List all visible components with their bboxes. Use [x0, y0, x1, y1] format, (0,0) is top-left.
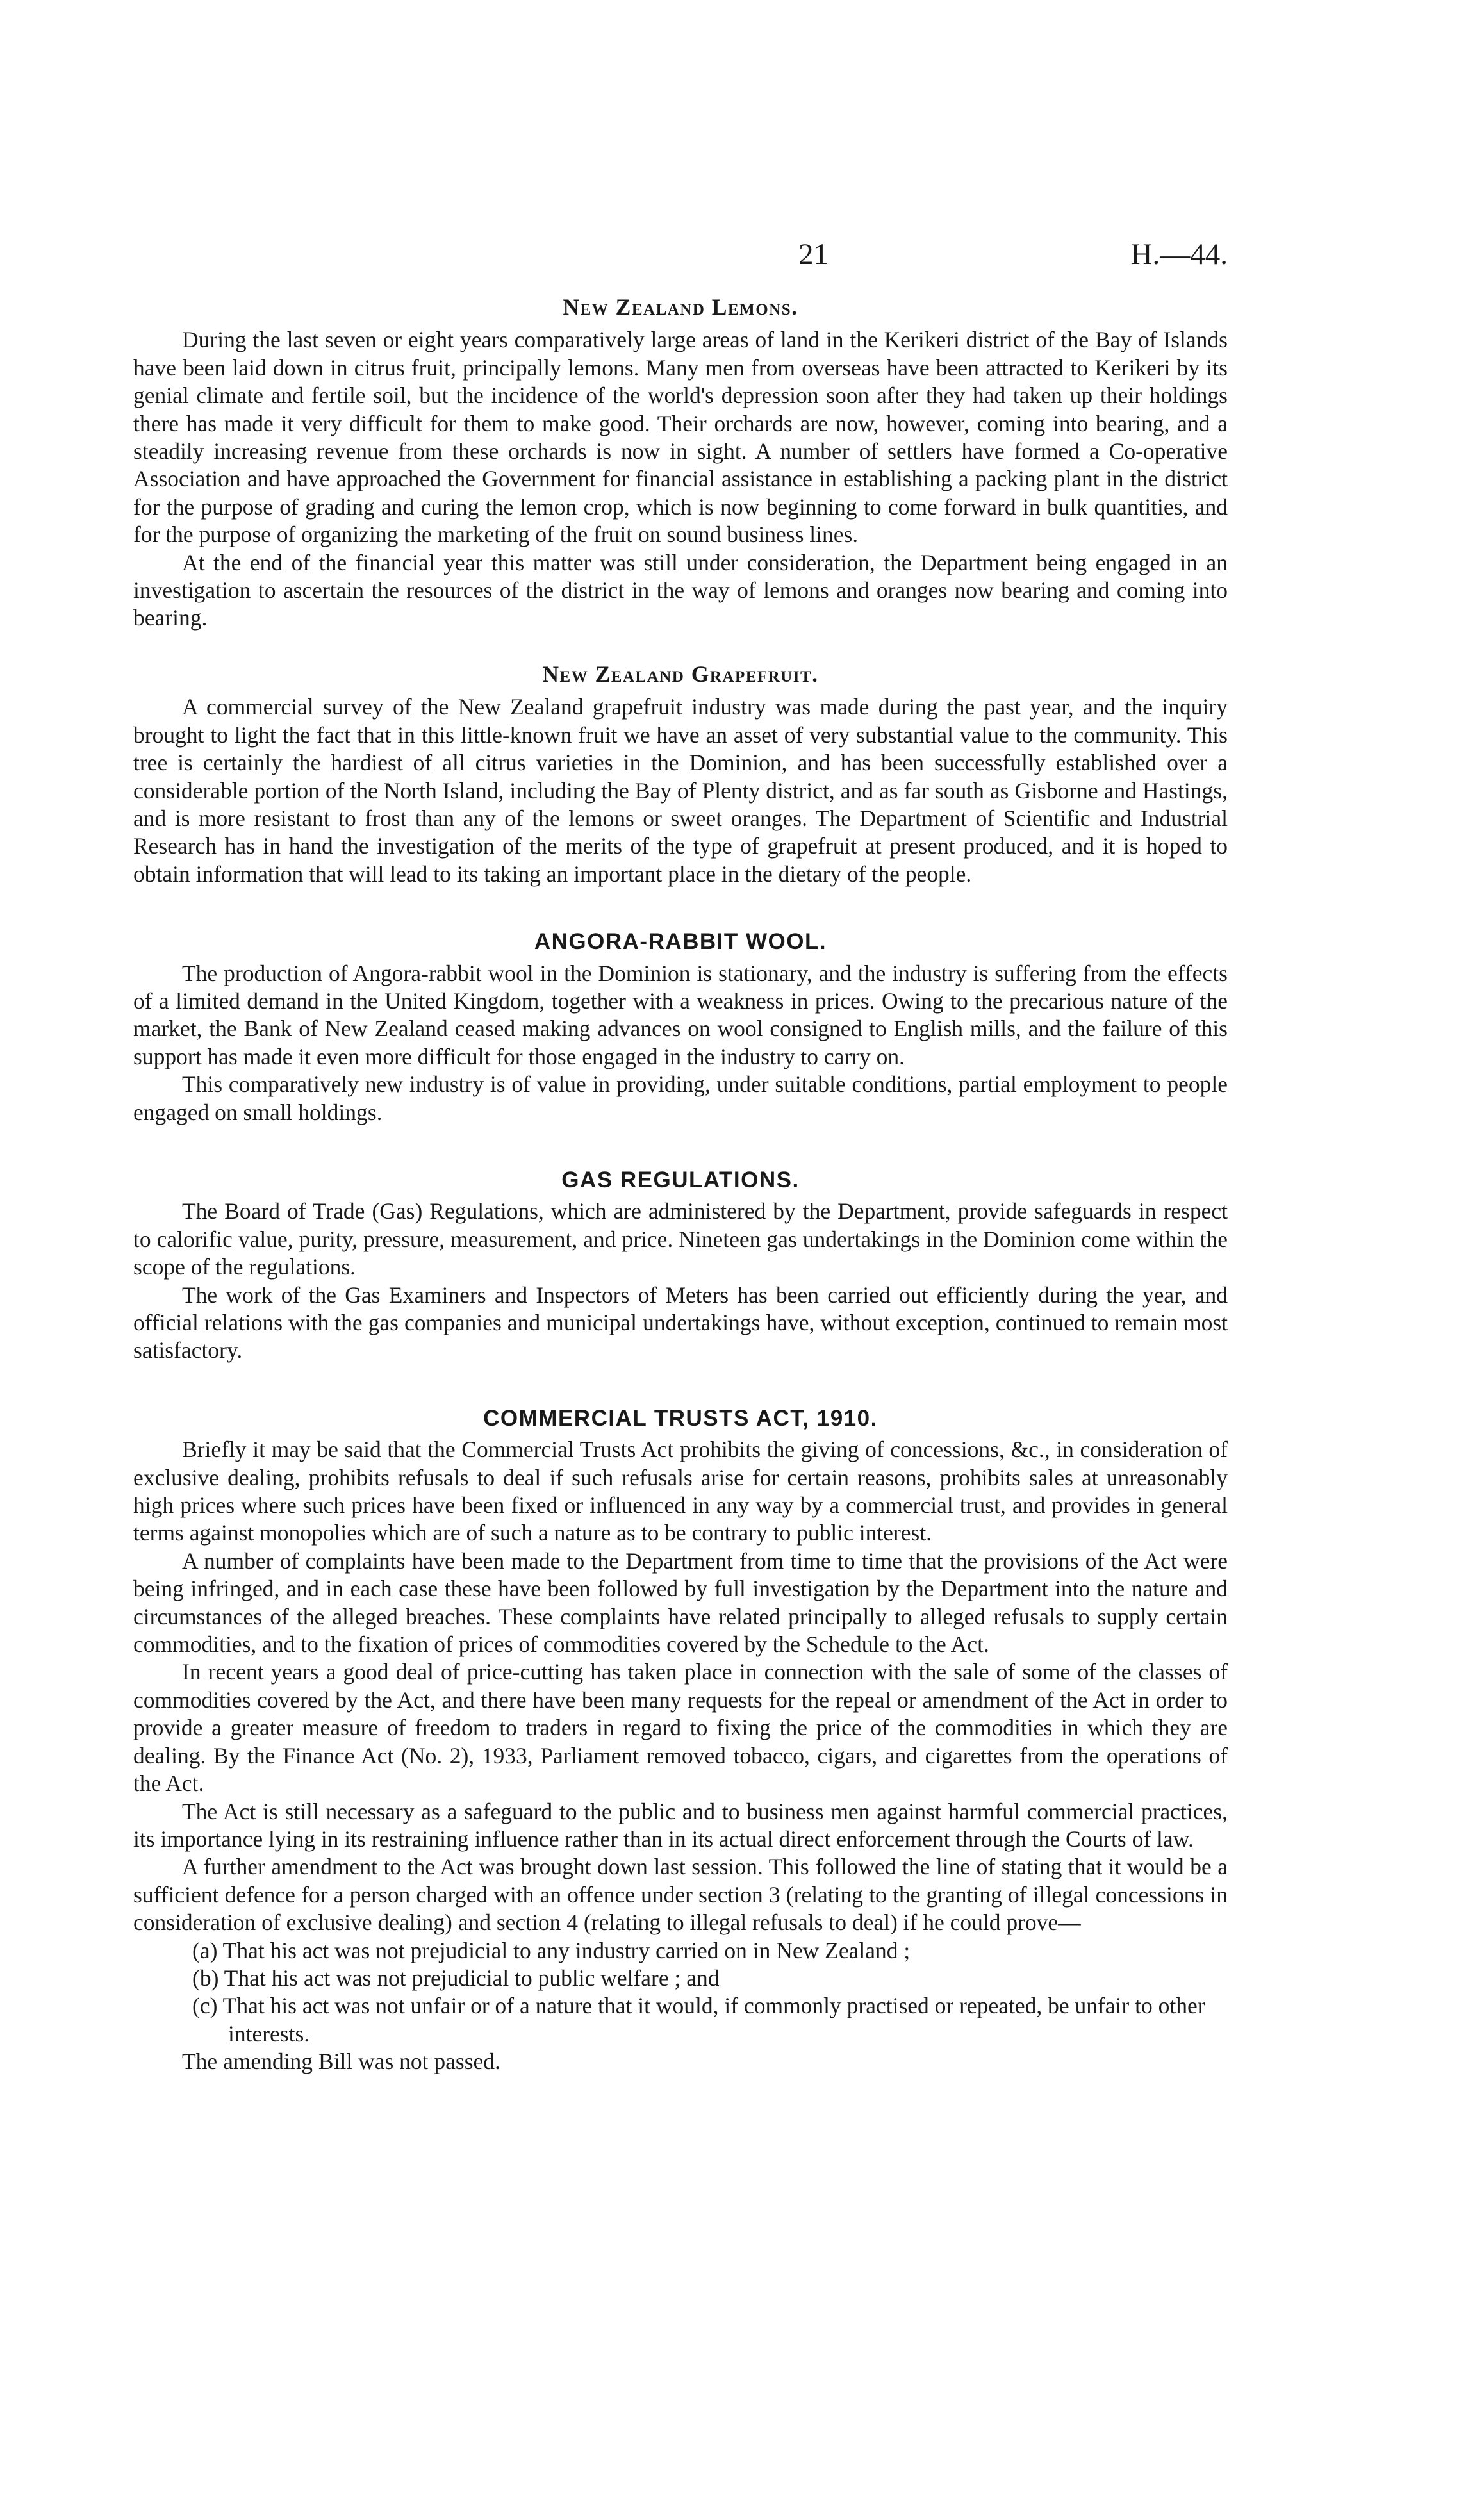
paragraph: The work of the Gas Examiners and Inspectors of Meters has been carried out efficiently during the year, and official relations with the gas companies and municipal undertakings have, without exception, continued to remain most satisfactory. — [133, 1282, 1228, 1364]
section-heading: GAS REGULATIONS. — [561, 1167, 800, 1192]
closing-line: The amending Bill was not passed. — [182, 2049, 500, 2075]
section-heading: New Zealand Lemons. — [563, 294, 798, 320]
conditions-list — [133, 1937, 1228, 2049]
document-reference: H.—44. — [1130, 238, 1228, 271]
section-commercial-trusts-act — [133, 1405, 1228, 2076]
section-grapefruit — [133, 661, 1228, 888]
list-marker: (c) — [192, 1993, 218, 2019]
list-item — [133, 1937, 1228, 1965]
section-angora-rabbit-wool — [133, 928, 1228, 1126]
paragraph: The Board of Trade (Gas) Regulations, which are administered by the Department, provide safeguards in respect to calorific value, purity, pressure, measurement, and price. Nineteen gas undertakings in the Dominion come within the scope of the regulations. — [133, 1198, 1228, 1280]
list-item — [133, 1992, 1228, 2048]
list-item — [133, 1965, 1228, 1992]
paragraph: Briefly it may be said that the Commercial Trusts Act prohibits the giving of concessions, &c., in consideration of exclusive dealing, prohibits refusals to deal if such refusals arise for certain reasons, prohibits sales at unreasonably high prices where such prices have been fixed or influenced in any way by a commercial trust, and provides in general terms against monopolies which are of such a nature as to be contrary to public interest. — [133, 1437, 1228, 1546]
paragraph: A further amendment to the Act was brought down last session. This followed the line of stating that it would be a sufficient defence for a person charged with an offence under section 3 (relating to the granting of illegal concessions in consideration of exclusive dealing) and section 4 (relating to illegal refusals to deal) if he could prove— — [133, 1854, 1228, 1936]
paragraph: This comparatively new industry is of value in providing, under suitable conditions, partial employment to people engaged on small holdings. — [133, 1071, 1228, 1125]
paragraph: A commercial survey of the New Zealand grapefruit industry was made during the past year, and the inquiry brought to light the fact that in this little-known fruit we have an asset of very substantial value to the community. This tree is certainly the hardiest of all citrus varieties in the Dominion, and has been successfully established over a considerable portion of the North Island, including the Bay of Plenty district, and as far south as Gisborne and Hastings, and is more resistant to frost than any of the lemons or sweet oranges. The Department of Scientific and Industrial Research has in hand the investigation of the merits of the type of grapefruit at present produced, and it is hoped to obtain information that will lead to its taking an important place in the dietary of the people. — [133, 694, 1228, 887]
paragraph: The Act is still necessary as a safeguard to the public and to business men against harmful commercial practices, its importance lying in its restraining influence rather than in its actual direct enforcement through the Courts of law. — [133, 1798, 1228, 1852]
paragraph: A number of complaints have been made to the Department from time to time that the provisions of the Act were being infringed, and in each case these have been followed by full investigation by the Department into the nature and circumstances of the alleged breaches. These complaints have related principally to alleged refusals to supply certain commodities, and to the fixation of prices of commodities covered by the Schedule to the Act. — [133, 1547, 1228, 1658]
list-text: That his act was not prejudicial to any industry carried on in New Zealand ; — [222, 1937, 911, 1963]
page-header — [133, 237, 1228, 276]
section-lemons — [133, 293, 1228, 632]
list-text: That his act was not prejudicial to public welfare ; and — [224, 1965, 720, 1991]
section-heading: New Zealand Grapefruit. — [542, 661, 819, 687]
paragraph: During the last seven or eight years comparatively large areas of land in the Kerikeri district of the Bay of Islands have been laid down in citrus fruit, principally lemons. Many men from overseas have been attracted to Kerikeri by its genial climate and fertile soil, but the incidence of the world's depression soon after they had taken up their holdings there has made it very difficult for them to make good. Their orchards are now, however, coming into bearing, and a steadily increasing revenue from these orchards is now in sight. A number of settlers have formed a Co-operative Association and have approached the Government for financial assistance in establishing a packing plant in the district for the purpose of grading and curing the lemon crop, which is now beginning to come forward in bulk quantities, and for the purpose of organizing the marketing of the fruit on sound business lines. — [133, 327, 1228, 548]
list-text: That his act was not unfair or of a nature that it would, if commonly practised or repeated, be unfair to other interests. — [222, 1993, 1205, 2047]
list-marker: (b) — [192, 1965, 219, 1991]
paragraph: The production of Angora-rabbit wool in the Dominion is stationary, and the industry is suffering from the effects of a limited demand in the United Kingdom, together with a weakness in prices. Owing to the precarious nature of the market, the Bank of New Zealand ceased making advances on wool consigned to English mills, and the failure of this support has made it even more difficult for those engaged in the industry to carry on. — [133, 960, 1228, 1069]
paragraph: In recent years a good deal of price-cutting has taken place in connection with the sale of some of the classes of commodities covered by the Act, and there have been many requests for the repeal or amendment of the Act in order to provide a greater measure of freedom to traders in regard to fixing the price of the commodities in which they are dealing. By the Finance Act (No. 2), 1933, Parliament removed tobacco, cigars, and cigarettes from the operations of the Act. — [133, 1659, 1228, 1797]
section-gas-regulations — [133, 1166, 1228, 1365]
section-heading: COMMERCIAL TRUSTS ACT, 1910. — [483, 1405, 878, 1431]
section-heading: ANGORA-RABBIT WOOL. — [534, 929, 827, 955]
list-marker: (a) — [192, 1937, 218, 1963]
text-column — [133, 293, 1228, 2076]
paragraph: At the end of the financial year this matter was still under consideration, the Department being engaged in an investigation to ascertain the resources of the district in the way of lemons and oranges now bearing and coming into bearing. — [133, 549, 1228, 631]
page-number: 21 — [798, 238, 829, 271]
